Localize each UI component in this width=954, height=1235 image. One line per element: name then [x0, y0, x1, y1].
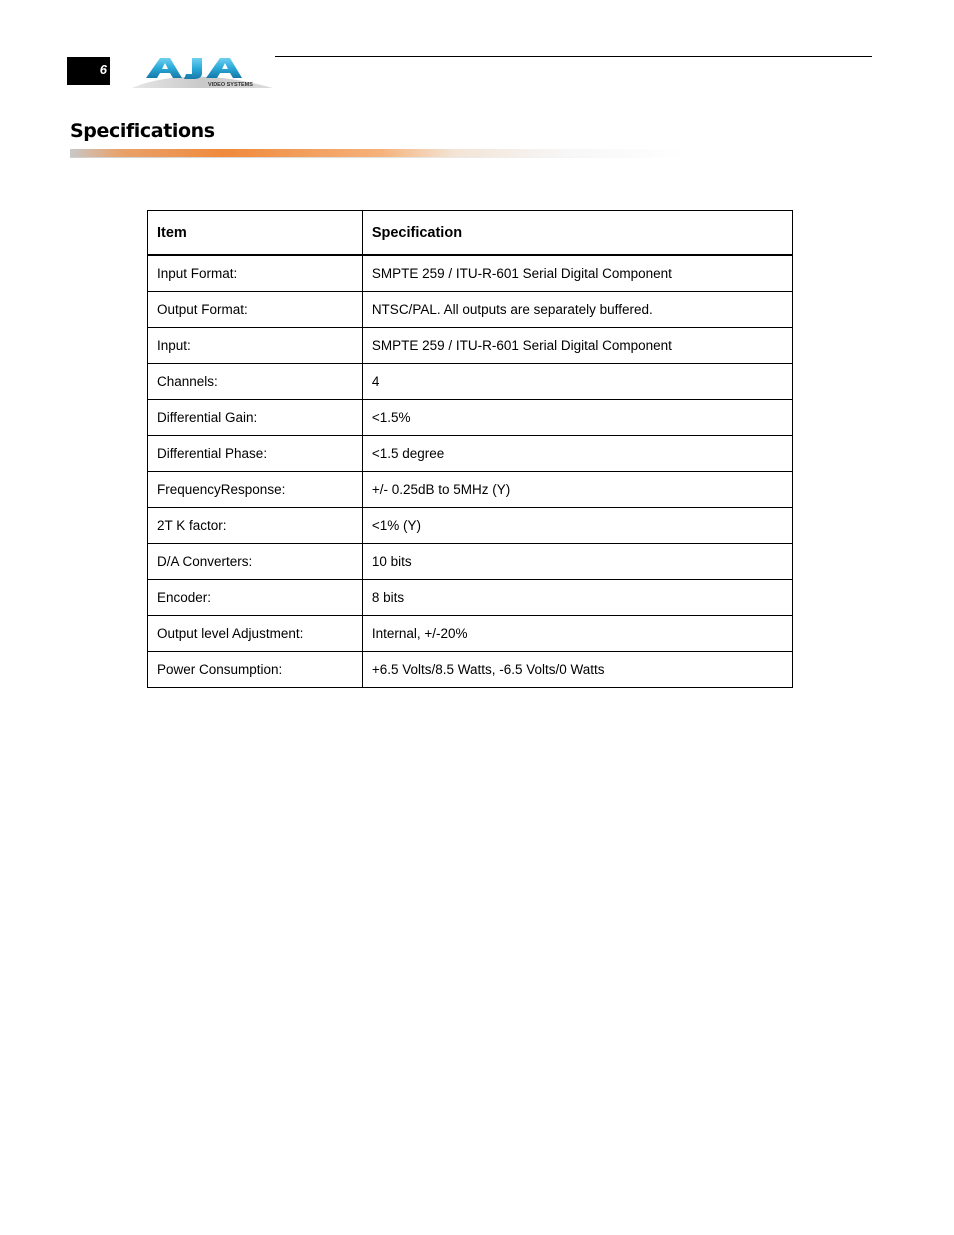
table-row [148, 436, 793, 472]
table-row [148, 400, 793, 436]
logo-subtext: VIDEO SYSTEMS [208, 82, 253, 88]
table-row [148, 580, 793, 616]
spec-cell: 8 bits [362, 580, 792, 616]
section-title: Specifications [70, 120, 215, 142]
table-header-row [148, 211, 793, 256]
table-row [148, 292, 793, 328]
aja-logo [130, 54, 275, 90]
item-cell: 2T K factor: [148, 508, 363, 544]
item-cell: Channels: [148, 364, 363, 400]
header-rule [275, 56, 872, 57]
spec-cell: <1.5% [362, 400, 792, 436]
specifications-table [147, 210, 793, 688]
spec-cell: Internal, +/-20% [362, 616, 792, 652]
table-row [148, 616, 793, 652]
item-cell: Output level Adjustment: [148, 616, 363, 652]
table-row [148, 328, 793, 364]
page-number: 6 [99, 62, 107, 77]
spec-cell: 4 [362, 364, 792, 400]
spec-cell: SMPTE 259 / ITU-R-601 Serial Digital Component [362, 328, 792, 364]
spec-cell: <1.5 degree [362, 436, 792, 472]
column-header-item: Item [148, 211, 363, 256]
table-row [148, 364, 793, 400]
spec-cell: SMPTE 259 / ITU-R-601 Serial Digital Component [362, 255, 792, 292]
spec-cell: 10 bits [362, 544, 792, 580]
item-cell: Input Format: [148, 255, 363, 292]
column-header-specification: Specification [362, 211, 792, 256]
table-row [148, 472, 793, 508]
table-row [148, 544, 793, 580]
item-cell: FrequencyResponse: [148, 472, 363, 508]
table-row [148, 508, 793, 544]
table-row [148, 652, 793, 688]
item-cell: Differential Gain: [148, 400, 363, 436]
item-cell: D/A Converters: [148, 544, 363, 580]
item-cell: Encoder: [148, 580, 363, 616]
title-underline-bar [70, 149, 690, 157]
spec-cell: <1% (Y) [362, 508, 792, 544]
spec-cell: +/- 0.25dB to 5MHz (Y) [362, 472, 792, 508]
item-cell: Differential Phase: [148, 436, 363, 472]
item-cell: Input: [148, 328, 363, 364]
spec-cell: +6.5 Volts/8.5 Watts, -6.5 Volts/0 Watts [362, 652, 792, 688]
table-row [148, 255, 793, 292]
spec-cell: NTSC/PAL. All outputs are separately buffered. [362, 292, 792, 328]
item-cell: Power Consumption: [148, 652, 363, 688]
page-number-box [67, 57, 110, 85]
item-cell: Output Format: [148, 292, 363, 328]
